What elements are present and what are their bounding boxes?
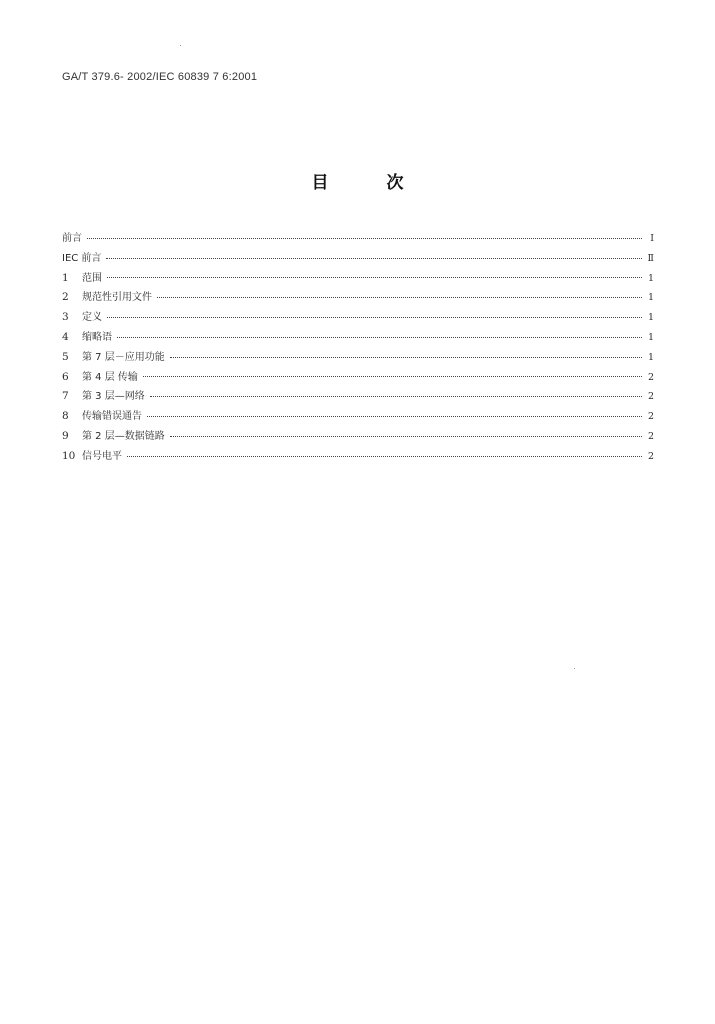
toc-title: IEC 前言	[62, 252, 102, 264]
toc-entry[interactable]	[62, 308, 654, 328]
toc-entry[interactable]	[62, 348, 654, 368]
toc-page-number: 1	[647, 272, 654, 284]
toc-leader-dots	[170, 357, 642, 358]
toc-entry[interactable]	[62, 269, 654, 289]
toc-title: 定义	[82, 312, 102, 324]
toc-number: 7	[62, 390, 69, 403]
toc-entry[interactable]	[62, 427, 654, 447]
toc-leader-dots	[117, 337, 642, 338]
toc-entry[interactable]	[62, 229, 654, 249]
page-title	[0, 168, 715, 193]
toc-page-number: 1	[647, 331, 654, 343]
toc-number: 10	[62, 449, 76, 462]
toc-leader-dots	[170, 436, 642, 437]
scan-speck	[574, 668, 575, 669]
toc-number: 1	[62, 271, 69, 284]
toc-number: 3	[62, 311, 69, 324]
toc-number: 2	[62, 291, 69, 304]
toc-title: 信号电平	[82, 450, 122, 462]
toc-page-number: 1	[647, 312, 654, 324]
toc-entry[interactable]	[62, 387, 654, 407]
toc-entry[interactable]	[62, 249, 654, 269]
toc-leader-dots	[147, 416, 642, 417]
toc-page-number: 2	[647, 371, 654, 383]
toc-leader-dots	[107, 277, 642, 278]
toc-entry[interactable]	[62, 328, 654, 348]
toc-number: 5	[62, 350, 69, 363]
title-char-1: 目	[311, 173, 329, 193]
toc-title: 传输错误通告	[82, 411, 142, 423]
table-of-contents	[62, 229, 654, 467]
toc-title: 第 3 层—网络	[82, 391, 145, 403]
toc-page-number: I	[650, 233, 654, 244]
toc-leader-dots	[157, 297, 642, 298]
toc-title: 第 4 层 传输	[82, 371, 138, 383]
toc-title: 第 7 层－应用功能	[82, 351, 165, 363]
toc-entry[interactable]	[62, 447, 654, 467]
toc-entry[interactable]	[62, 288, 654, 308]
toc-number: 6	[62, 370, 69, 383]
toc-number: 4	[62, 330, 69, 343]
toc-entry[interactable]	[62, 368, 654, 388]
title-char-2: 次	[386, 173, 404, 193]
toc-leader-dots	[107, 317, 642, 318]
toc-page-number: 2	[647, 411, 654, 423]
toc-leader-dots	[127, 456, 642, 457]
toc-title: 范围	[82, 272, 102, 284]
toc-number: 8	[62, 410, 69, 423]
toc-title: 规范性引用文件	[82, 292, 152, 304]
toc-entry[interactable]	[62, 407, 654, 427]
toc-page-number: 1	[647, 351, 654, 363]
toc-leader-dots	[143, 376, 642, 377]
toc-number: 9	[62, 429, 69, 442]
standard-code-header: GA/T 379.6- 2002/IEC 60839 7 6:2001	[62, 71, 258, 83]
toc-page-number: 1	[647, 292, 654, 304]
toc-title: 缩略语	[82, 331, 112, 343]
toc-page-number: Ⅱ	[647, 252, 654, 264]
toc-page-number: 2	[647, 430, 654, 442]
scan-speck	[180, 45, 181, 46]
toc-leader-dots	[106, 258, 642, 259]
toc-leader-dots	[150, 396, 642, 397]
toc-title: 前言	[62, 233, 82, 244]
toc-leader-dots	[87, 238, 642, 239]
toc-page-number: 2	[647, 450, 654, 462]
toc-title: 第 2 层—数据链路	[82, 430, 165, 442]
toc-page-number: 2	[647, 391, 654, 403]
